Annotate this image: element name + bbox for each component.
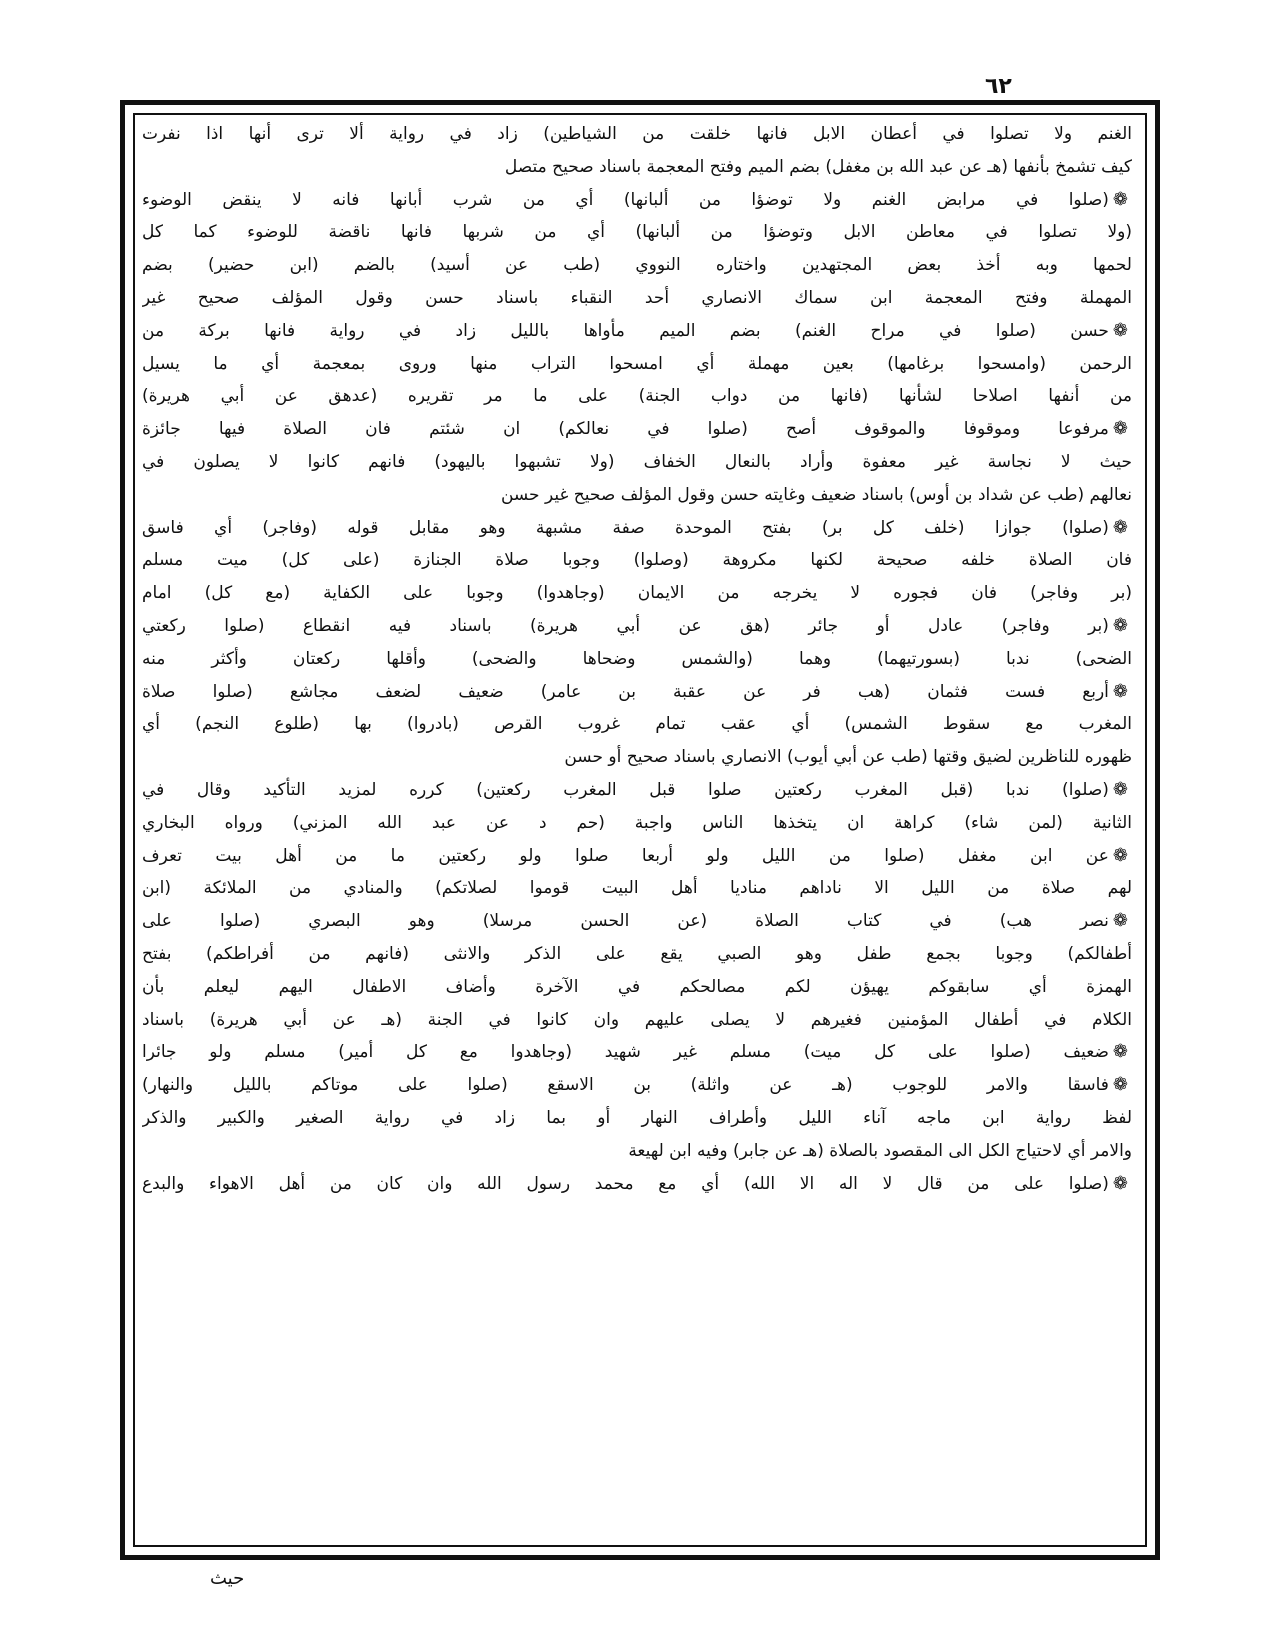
- text-line-content: أربع فست فثمان (هب فر عن عقبة بن عامر) ضعيف لضعف مجاشع (صلوا صلاة: [142, 681, 1109, 702]
- flower-ornament-icon: ❁: [1112, 844, 1128, 866]
- text-line: [142, 708, 1132, 741]
- text-line: [142, 479, 1132, 512]
- text-line-content: من أنفها اصلاحا لشأنها (فانها من دواب الجنة) على ما مر تقريره (عدهق عن أبي هريرة): [142, 386, 1132, 407]
- text-line: [142, 774, 1132, 807]
- flower-ornament-icon: ❁: [1112, 1074, 1128, 1096]
- text-line: [142, 1069, 1132, 1102]
- text-line-content: والامر أي لاحتياج الكل الى المقصود بالصلاة (هـ عن جابر) وفيه ابن لهيعة: [628, 1140, 1132, 1161]
- text-line: [142, 249, 1132, 282]
- text-line-content: (صلوا) ندبا (قبل المغرب ركعتين صلوا قبل المغرب ركعتين) كرره لمزيد التأكيد وقال في: [142, 779, 1109, 800]
- flower-ornament-icon: ❁: [1112, 1041, 1128, 1063]
- text-line-content: كيف تشمخ بأنفها (هـ عن عبد الله بن مغفل) بضم الميم وفتح المعجمة باسناد صحيح متصل: [504, 156, 1132, 177]
- text-line: [142, 446, 1132, 479]
- text-line: [142, 938, 1132, 971]
- flower-ornament-icon: ❁: [1112, 614, 1128, 636]
- text-line-content: (صلوا في مرابض الغنم ولا توضؤا من ألبانها) أي من شرب أبانها فانه لا ينقض الوضوء: [142, 189, 1109, 210]
- text-line-content: المهملة وفتح المعجمة ابن سماك الانصاري أحد النقباء باسناد حسن وقول المؤلف صحيح غير: [142, 287, 1132, 308]
- text-line-content: لهم صلاة من الليل الا ناداهم مناديا أهل البيت قوموا لصلاتكم) والمنادي من الملائكة (ابن: [142, 878, 1132, 899]
- text-line: [142, 512, 1132, 545]
- text-line: [142, 282, 1132, 315]
- text-line: [142, 1036, 1132, 1069]
- text-line: [142, 741, 1132, 774]
- text-line-content: حسن (صلوا في مراح الغنم) بضم الميم مأواها بالليل زاد في رواية فانها بركة من: [142, 320, 1109, 341]
- flower-ornament-icon: ❁: [1112, 516, 1128, 538]
- text-line: [142, 610, 1132, 643]
- text-line-content: الهمزة أي سابقوكم يهيؤن لكم مصالحكم في الآخرة وأضاف الاطفال اليهم ليعلم بأن: [142, 976, 1132, 997]
- text-line-content: (بر وفاجر) عادل أو جائر (هق عن أبي هريرة) باسناد فيه انقطاع (صلوا ركعتي: [142, 615, 1109, 636]
- text-line-content: الثانية (لمن شاء) كراهة ان يتخذها الناس واجبة (حم د عن عبد الله المزني) ورواه البخاري: [142, 812, 1132, 833]
- flower-ornament-icon: ❁: [1112, 418, 1128, 440]
- flower-ornament-icon: ❁: [1112, 1172, 1128, 1194]
- text-line-content: فان الصلاة خلفه صحيحة لكنها مكروهة (وصلوا) وجوبا صلاة الجنازة (على كل) ميت مسلم: [142, 550, 1132, 571]
- text-line: [142, 315, 1132, 348]
- text-line-content: (بر وفاجر) فان فجوره لا يخرجه من الايمان (وجاهدوا) وجوبا على الكفاية (مع كل) امام: [142, 583, 1132, 604]
- text-line-content: أطفالكم) وجوبا بجمع طفل وهو الصبي يقع على الذكر والانثى (فانهم من أفراطكم) بفتح: [142, 943, 1132, 964]
- text-line-content: فاسقا والامر للوجوب (هـ عن واثلة) بن الاسقع (صلوا على موتاكم بالليل والنهار): [142, 1075, 1109, 1096]
- text-line-content: مرفوعا وموقوفا والموقوف أصح (صلوا في نعالكم) ان شئتم فان الصلاة فيها جائزة: [142, 419, 1109, 440]
- text-line: [142, 118, 1132, 151]
- flower-ornament-icon: ❁: [1112, 680, 1128, 702]
- text-line-content: ضعيف (صلوا على كل ميت) مسلم غير شهيد (وجاهدوا مع كل أمير) مسلم ولو جائرا: [142, 1042, 1109, 1063]
- catchword: حيث: [210, 1568, 245, 1589]
- text-line: [142, 216, 1132, 249]
- text-line-content: الرحمن (وامسحوا برغامها) بعين مهملة أي امسحوا التراب منها وروى بمعجمة أي ما يسيل: [142, 353, 1132, 374]
- text-line-content: الغنم ولا تصلوا في أعطان الابل فانها خلقت من الشياطين) زاد في رواية ألا ترى أنها اذا نفرت: [142, 124, 1132, 144]
- text-line-content: لفظ رواية ابن ماجه آناء الليل وأطراف النهار أو بما زاد في رواية الصغير والكبير والذكر: [142, 1107, 1132, 1128]
- text-line: [142, 840, 1132, 873]
- text-line: [142, 676, 1132, 709]
- text-line-content: المغرب مع سقوط الشمس) أي عقب تمام غروب القرص (بادروا) بها (طلوع النجم) أي: [142, 714, 1132, 735]
- text-line: [142, 872, 1132, 905]
- flower-ornament-icon: ❁: [1112, 778, 1128, 800]
- text-line-content: الكلام في أطفال المؤمنين فغيرهم لا يصلى عليهم وان كانوا في الجنة (هـ عن أبي هريرة) باسناد: [142, 1009, 1132, 1030]
- flower-ornament-icon: ❁: [1112, 319, 1128, 341]
- text-line: [142, 971, 1132, 1004]
- text-line-content: لحمها وبه أخذ بعض المجتهدين واختاره النووي (طب عن أسيد) بالضم (ابن حضير) بضم: [142, 255, 1132, 276]
- text-line-content: حيث لا نجاسة غير معفوة وأراد بالنعال الخفاف (ولا تشبهوا باليهود) فانهم كانوا لا يصلون في: [142, 451, 1132, 472]
- text-body: [142, 118, 1132, 1543]
- text-line-content: نصر هب) في كتاب الصلاة (عن الحسن مرسلا) وهو البصري (صلوا على: [142, 911, 1109, 932]
- text-line-content: (صلوا) جوازا (خلف كل بر) بفتح الموحدة صفة مشبهة وهو مقابل قوله (وفاجر) أي فاسق: [142, 517, 1109, 538]
- flower-ornament-icon: ❁: [1112, 910, 1128, 932]
- text-line: [142, 544, 1132, 577]
- text-line: [142, 413, 1132, 446]
- text-line: [142, 348, 1132, 381]
- text-line: [142, 643, 1132, 676]
- text-line-content: ظهوره للناظرين لضيق وقتها (طب عن أبي أيوب) الانصاري باسناد صحيح أو حسن: [564, 747, 1132, 768]
- text-line-content: عن ابن مغفل (صلوا من الليل ولو أربعا صلوا ولو ركعتين ما من أهل بيت تعرف: [142, 845, 1109, 866]
- text-line: [142, 577, 1132, 610]
- text-line: [142, 184, 1132, 217]
- text-line: [142, 380, 1132, 413]
- text-line: [142, 905, 1132, 938]
- text-line-content: (صلوا على من قال لا اله الا الله) أي مع محمد رسول الله وان كان من أهل الاهواء والبدع: [142, 1173, 1109, 1194]
- text-line: [142, 1168, 1132, 1201]
- text-line: [142, 151, 1132, 184]
- page-number: ٦٢: [985, 74, 1012, 99]
- flower-ornament-icon: ❁: [1112, 188, 1128, 210]
- text-line: [142, 1102, 1132, 1135]
- text-line: [142, 807, 1132, 840]
- text-line: [142, 1135, 1132, 1168]
- text-line: [142, 1004, 1132, 1037]
- text-line-content: الضحى) ندبا (بسورتيهما) وهما (والشمس وضحاها والضحى) وأقلها ركعتان وأكثر منه: [142, 648, 1132, 669]
- text-line-content: (ولا تصلوا في معاطن الابل وتوضؤا من ألبانها) أي من شربها فانها ناقضة للوضوء كما كل: [142, 222, 1132, 243]
- text-line-content: نعالهم (طب عن شداد بن أوس) باسناد ضعيف وغايته حسن وقول المؤلف صحيح غير حسن: [500, 484, 1132, 505]
